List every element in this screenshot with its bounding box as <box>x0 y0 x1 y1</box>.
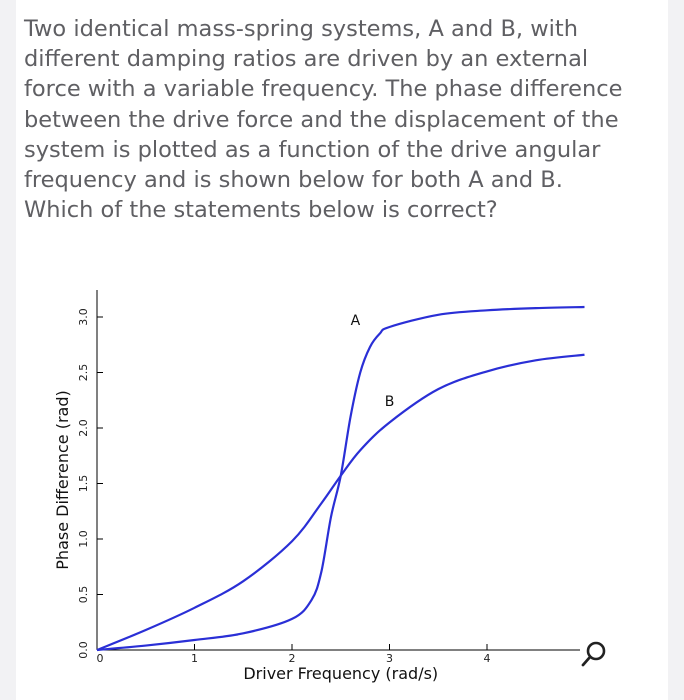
series-a-line <box>97 307 585 650</box>
x-tick-label: 4 <box>483 652 491 665</box>
magnifier-icon[interactable] <box>580 640 608 668</box>
y-tick-label: 0.0 <box>77 641 90 659</box>
x-tick-label: 2 <box>288 652 296 665</box>
y-tick-label: 2.0 <box>77 419 90 437</box>
y-tick-label: 2.5 <box>77 363 90 382</box>
chart-curves <box>97 307 585 650</box>
y-axis-label: Phase Difference (rad) <box>53 390 72 570</box>
x-tick-label: 0 <box>96 652 104 665</box>
series-b-line <box>97 355 585 650</box>
y-tick-label: 0.5 <box>77 585 90 604</box>
y-tick-label: 1.5 <box>77 474 90 493</box>
series-a-label: A <box>350 312 361 329</box>
chart-ticks <box>77 308 491 665</box>
x-axis-label: Driver Frequency (rad/s) <box>243 664 439 683</box>
y-tick-label: 1.0 <box>77 530 90 548</box>
x-tick-label: 1 <box>191 652 198 665</box>
y-tick-label: 3.0 <box>77 308 90 326</box>
chart-axes <box>97 290 580 650</box>
chart-labels <box>53 313 438 683</box>
series-b-label: B <box>384 393 395 410</box>
x-tick-label: 3 <box>386 652 393 665</box>
question-text: Two identical mass-spring systems, A and B, with different damping ratios are driven by an external force with a variable frequency. The phase difference between the drive force and the displacement of the system is plotted as a function of the drive angular frequency and is shown below for both A and B. Which of the statements below is correct? <box>24 16 623 224</box>
